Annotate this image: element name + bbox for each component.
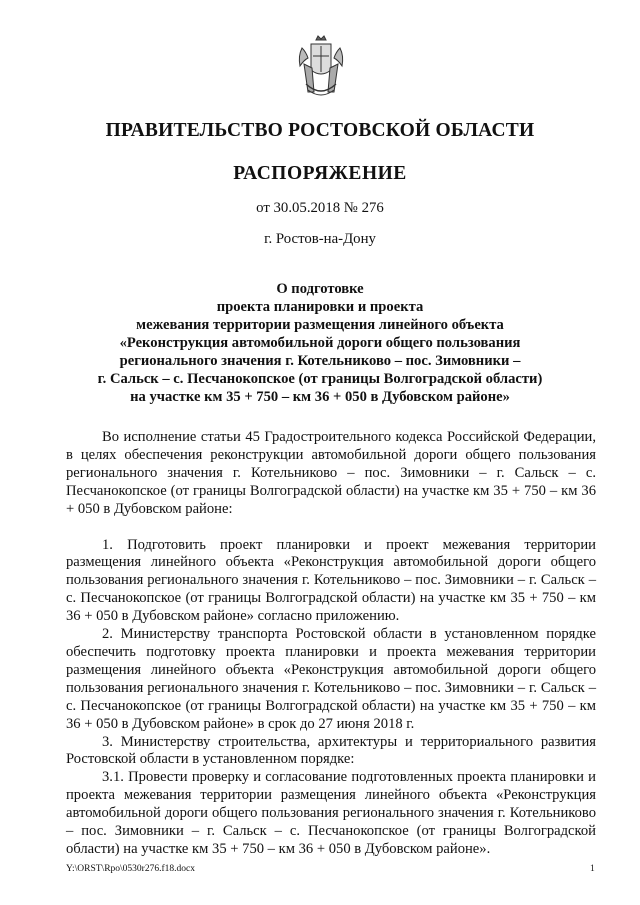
subject-line: межевания территории размещения линейного объекта — [136, 317, 504, 333]
city-name: г. Ростов-на-Дону — [264, 231, 376, 247]
coat-of-arms-emblem — [294, 34, 348, 100]
subject-line: проекта планировки и проекта — [216, 299, 424, 315]
clause-3: 3. Министерству строительства, архитектуры и территориального развития Ростовской области в установленном порядке: — [66, 733, 596, 768]
document-body — [66, 429, 596, 859]
subject-line: на участке км 35 + 750 – км 36 + 050 в Дубовском районе» — [130, 389, 510, 405]
subject-line: «Реконструкция автомобильной дороги общего пользования — [119, 335, 521, 351]
date-and-number: от 30.05.2018 № 276 — [256, 200, 384, 216]
subject-line: регионального значения г. Котельниково – пос. Зимовники – — [119, 353, 521, 369]
clause-3-1: 3.1. Провести проверку и согласование подготовленных проекта планировки и проекта межевания территории размещения линейного объекта «Реконструкция автомобильной дороги общего пользования регионального значения г. Котельниково – пос. Зимовники – г. Сальск – с. Песчанокопское (от границы Волгоградской области) на участке км 35 + 750 – км 36 + 050 в Дубовском районе». — [66, 769, 596, 857]
document-subject — [0, 280, 640, 406]
clause-2: 2. Министерству транспорта Ростовской области в установленном порядке обеспечить подготовку проекта планировки и проекта межевания территории размещения линейного объекта «Реконструкция автомобильной дороги общего пользования регионального значения г. Котельниково – пос. Зимовники – г. Сальск – с. Песчанокопское (от границы Волгоградской области) на участке км 35 + 750 – км 36 + 050 в Дубовском районе» в срок до 27 июня 2018 г. — [66, 626, 596, 732]
subject-line: г. Сальск – с. Песчанокопское (от границы Волгоградской области) — [97, 371, 543, 387]
clause-1: 1. Подготовить проект планировки и проект межевания территории размещения линейного объекта «Реконструкция автомобильной дороги общего пользования регионального значения г. Котельниково – пос. Зимовники – г. Сальск – с. Песчанокопское (от границы Волгоградской области) на участке км 35 + 750 – км 36 + 050 в Дубовском районе» согласно приложению. — [66, 536, 596, 625]
government-title: ПРАВИТЕЛЬСТВО РОСТОВСКОЙ ОБЛАСТИ — [105, 120, 535, 141]
document-type-title: РАСПОРЯЖЕНИЕ — [233, 163, 407, 184]
page-number: 1 — [590, 864, 595, 874]
preamble-paragraph: Во исполнение статьи 45 Градостроительного кодекса Российской Федерации, в целях обеспечения реконструкции автомобильной дороги общего пользования регионального значения г. Котельниково – пос. Зимовники – г. Сальск – с. Песчанокопское (от границы Волгоградской области) на участке км 35 + 750 – км 36 + 050 в Дубовском районе: — [66, 429, 596, 517]
subject-line: О подготовке — [276, 281, 364, 297]
footer-file-path: Y:\ORST\Rpo\0530r276.f18.docx — [66, 864, 195, 874]
